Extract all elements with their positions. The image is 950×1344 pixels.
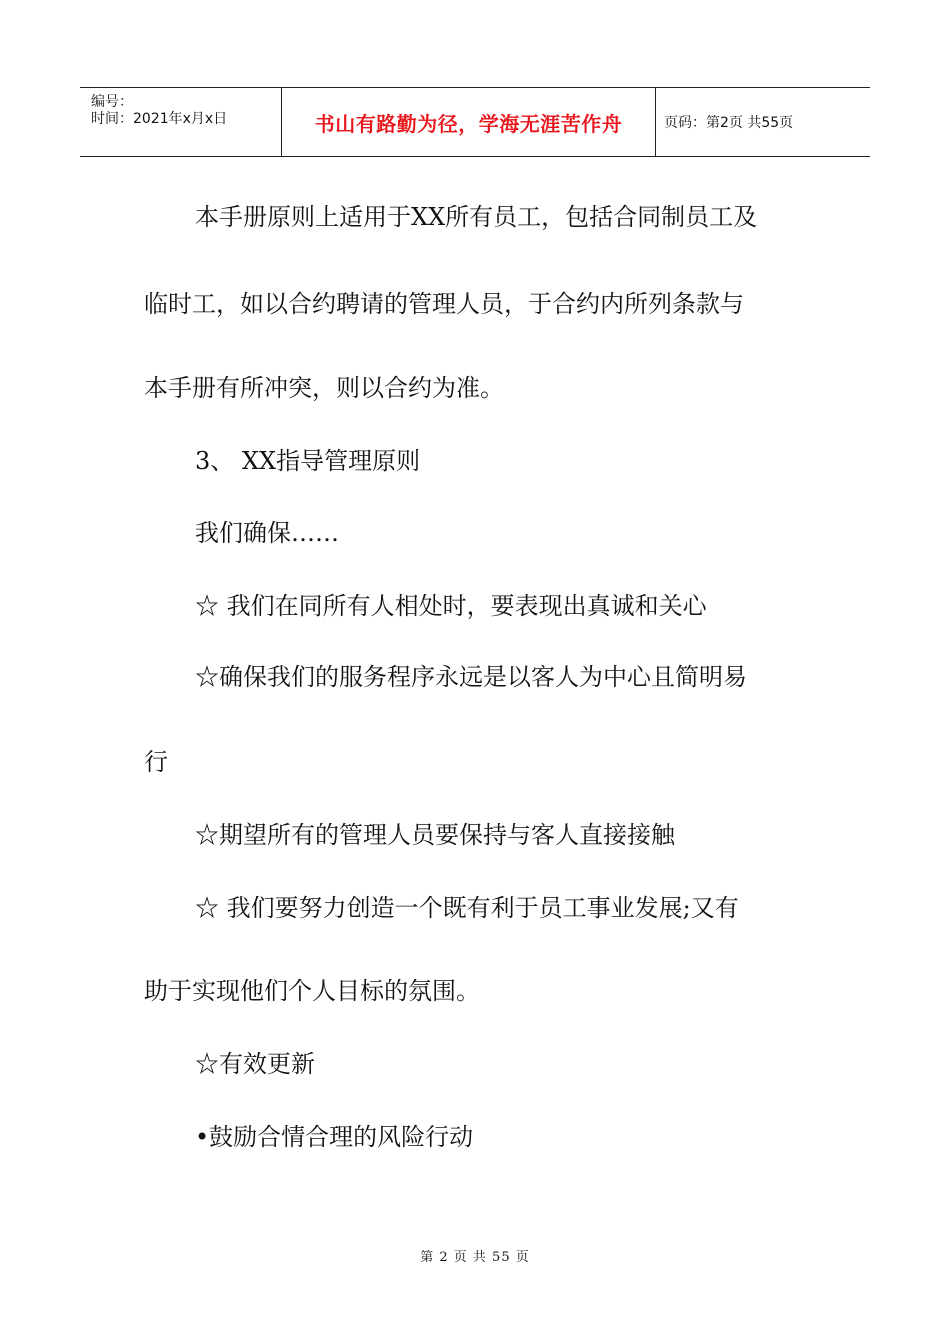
header-page-cell bbox=[656, 88, 870, 156]
header-motto-cell bbox=[282, 88, 656, 156]
page-header bbox=[80, 87, 870, 157]
header-page-info: 页码：第2页 共55页 bbox=[664, 115, 794, 131]
header-date: 时间：2021年x月x日 bbox=[91, 111, 228, 127]
bullet-item: ☆期望所有的管理人员要保持与客人直接接触 bbox=[195, 821, 675, 849]
header-meta-cell bbox=[80, 88, 282, 156]
bullet-item: ☆有效更新 bbox=[195, 1050, 315, 1078]
bullet-item: •鼓励合情合理的风险行动 bbox=[195, 1123, 474, 1151]
body-line: 助于实现他们个人目标的氛围。 bbox=[144, 977, 480, 1005]
body-line: 本手册有所冲突，则以合约为准。 bbox=[144, 374, 504, 402]
serial-number-label: 编号： bbox=[91, 94, 133, 110]
body-line: 行 bbox=[144, 748, 168, 776]
section-heading: 3、 XX指导管理原则 bbox=[195, 447, 421, 475]
bullet-item: ☆确保我们的服务程序永远是以客人为中心且简明易 bbox=[195, 663, 747, 691]
bullet-item: ☆ 我们在同所有人相处时，要表现出真诚和关心 bbox=[195, 592, 707, 620]
header-motto: 书山有路勤为径，学海无涯苦作舟 bbox=[314, 111, 623, 136]
page-footer: 第 2 页 共 55 页 bbox=[420, 1250, 530, 1265]
body-line: 本手册原则上适用于XX所有员工，包括合同制员工及 bbox=[195, 203, 758, 231]
body-line: 临时工，如以合约聘请的管理人员，于合约内所列条款与 bbox=[144, 290, 744, 318]
body-line: 我们确保…… bbox=[195, 519, 339, 547]
bullet-item: ☆ 我们要努力创造一个既有利于员工事业发展;又有 bbox=[195, 894, 739, 922]
